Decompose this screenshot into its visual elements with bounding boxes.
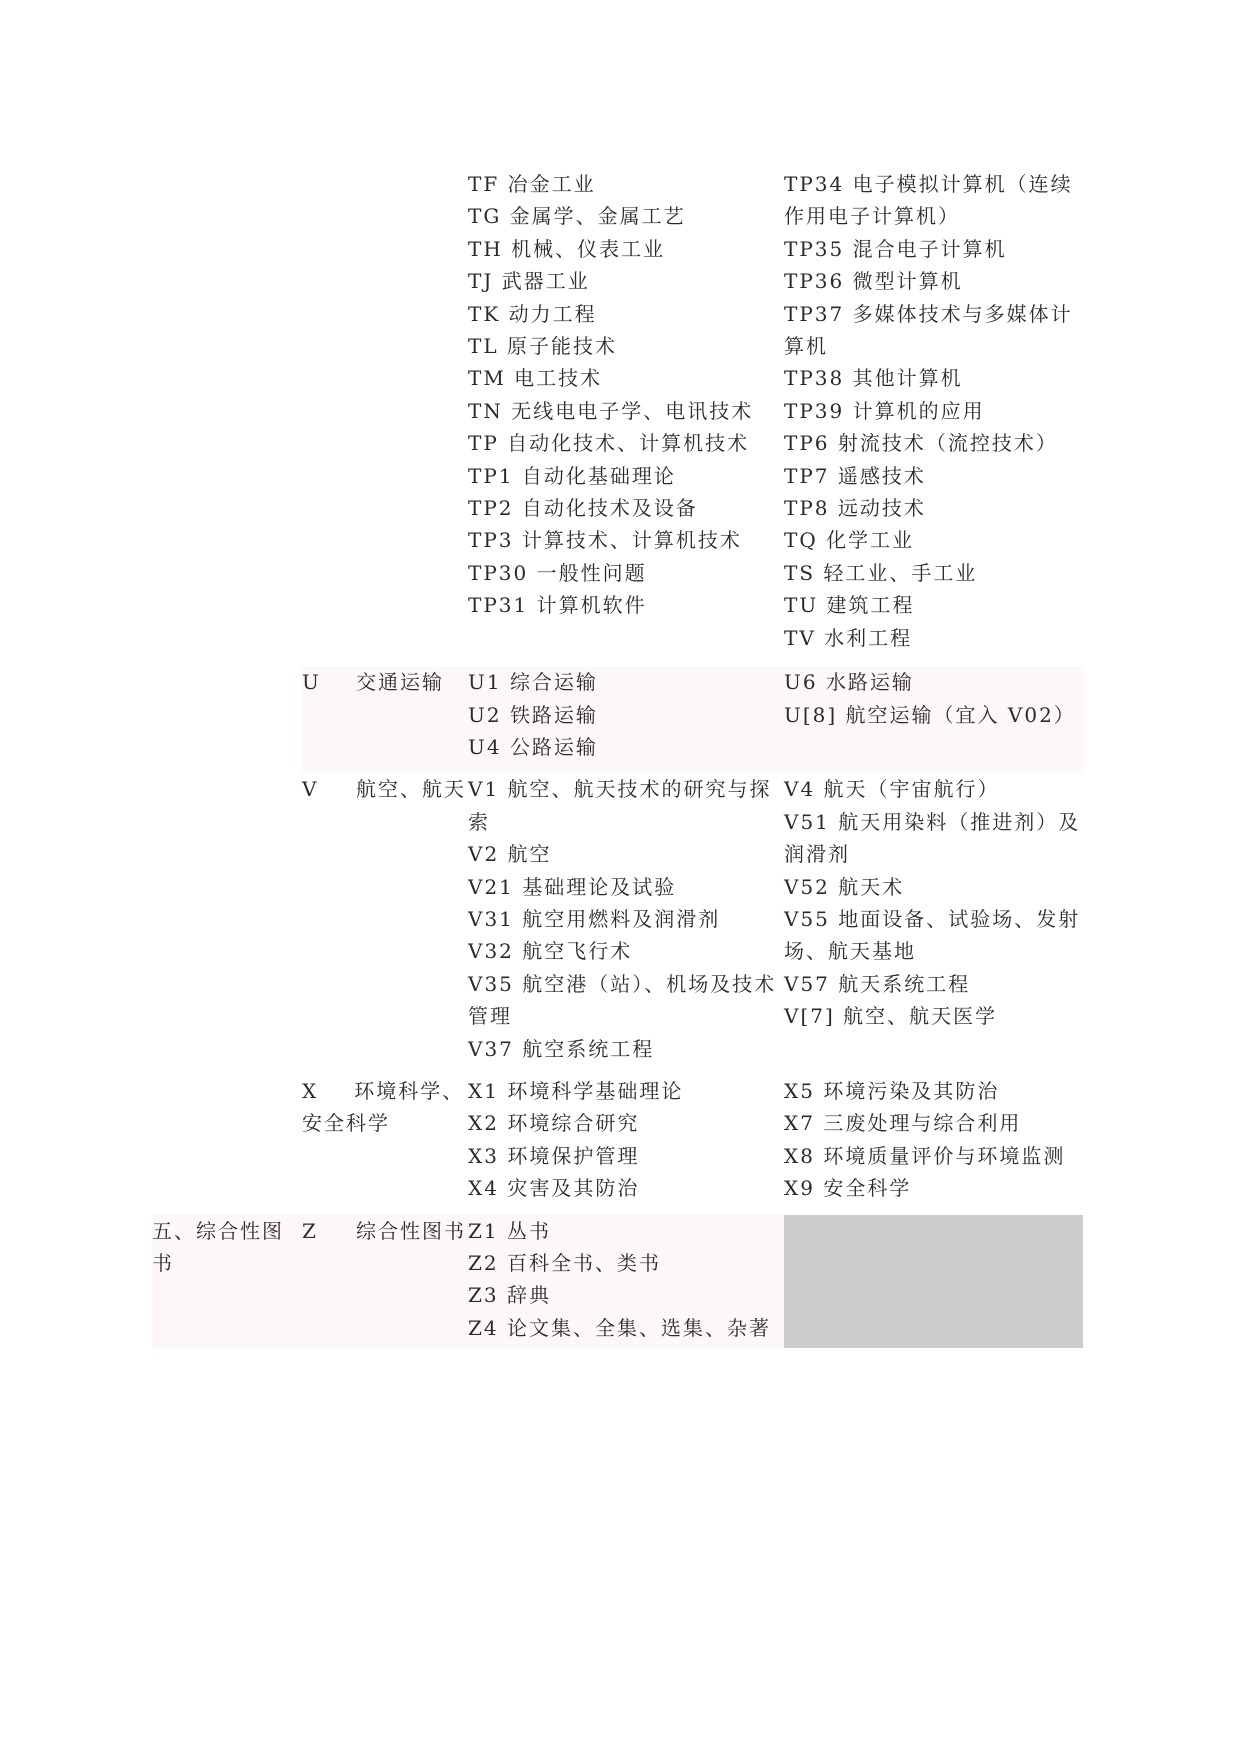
subclass-entry: TK 动力工程 [468, 301, 597, 326]
subclass-entry: TS 轻工业、手工业 [784, 560, 978, 585]
major-category-cell [152, 773, 302, 1075]
table-row [152, 666, 1083, 773]
subclass-entry: TP35 混合电子计算机 [784, 236, 1007, 261]
subclass-entry: V32 航空飞行术 [468, 939, 633, 964]
table-row [152, 773, 1083, 1075]
subclass-left-cell [468, 1075, 784, 1215]
subclass-entry: V55 地面设备、试验场、发射场、航天基地 [784, 906, 1081, 964]
major-category-cell [152, 168, 302, 666]
subclass-entry: TU 建筑工程 [784, 593, 915, 618]
class-code-name-cell [302, 1075, 468, 1215]
subclass-entry: TP3 计算技术、计算机技术 [468, 528, 742, 553]
class-name-cell: 航空、航天 [356, 777, 466, 802]
class-name-cell [356, 168, 468, 666]
subclass-entry: V31 航空用燃料及润滑剂 [468, 906, 721, 931]
class-code-cell [302, 168, 356, 666]
subclass-entry: X3 环境保护管理 [468, 1143, 640, 1168]
subclass-entry: TG 金属学、金属工艺 [468, 204, 686, 229]
subclass-left-cell [468, 666, 784, 773]
subclass-entry: TP 自动化技术、计算机技术 [468, 431, 750, 456]
subclass-entry: TP1 自动化基础理论 [468, 463, 676, 488]
subclass-entry: Z2 百科全书、类书 [468, 1251, 661, 1275]
class-code-cell: V [302, 777, 319, 802]
subclass-entry: TP34 电子模拟计算机（连续作用电子计算机） [784, 172, 1073, 229]
subclass-entry: V51 航天用染料（推进剂）及润滑剂 [784, 809, 1081, 867]
subclass-entry: U6 水路运输 [784, 670, 914, 695]
subclass-entry: Z4 论文集、全集、选集、杂著 [468, 1315, 771, 1340]
table-row [152, 168, 1083, 666]
subclass-entry: Z3 辞典 [468, 1283, 551, 1308]
subclass-right-cell [784, 773, 1083, 1075]
class-name-cell: 交通运输 [356, 666, 468, 773]
class-code-label: X [302, 1078, 319, 1103]
subclass-entry: U1 综合运输 [468, 670, 598, 695]
subclass-entry: V52 航天术 [784, 874, 905, 899]
major-category-cell [152, 1075, 302, 1215]
subclass-entry: X5 环境污染及其防治 [784, 1078, 1000, 1103]
subclass-entry: X4 灾害及其防治 [468, 1176, 640, 1201]
subclass-entry: TL 原子能技术 [468, 334, 617, 359]
subclass-left-cell [468, 168, 784, 666]
major-category-cell: 五、综合性图书 [152, 1215, 302, 1349]
subclass-entry: V35 航空港（站）、机场及技术管理 [468, 971, 777, 1029]
subclass-entry: TP6 射流技术（流控技术） [784, 431, 1058, 456]
class-name-label: 环境科学、安全科学 [302, 1078, 465, 1136]
table-row [152, 1075, 1083, 1215]
major-category-cell [152, 666, 302, 773]
subclass-entry: X2 环境综合研究 [468, 1111, 640, 1136]
subclass-entry: V1 航空、航天技术的研究与探索 [468, 777, 772, 834]
subclass-entry: TF 冶金工业 [468, 172, 596, 196]
table-row [152, 1215, 1083, 1349]
subclass-entry: U[8] 航空运输（宜入 V02） [784, 702, 1076, 727]
subclass-right-cell [784, 666, 1083, 773]
subclass-entry: Z1 丛书 [468, 1218, 551, 1243]
subclass-entry: V4 航天（宇宙航行） [784, 777, 1000, 802]
subclass-entry: V[7] 航空、航天医学 [784, 1004, 998, 1029]
subclass-entry: V2 航空 [468, 842, 552, 867]
subclass-entry: V57 航天系统工程 [784, 971, 971, 996]
classification-table [152, 168, 1083, 1348]
subclass-entry: U2 铁路运输 [468, 702, 598, 727]
subclass-entry: TP31 计算机软件 [468, 593, 647, 618]
subclass-entry: TP7 遥感技术 [784, 463, 926, 488]
subclass-entry: TP38 其他计算机 [784, 366, 963, 391]
subclass-entry: V21 基础理论及试验 [468, 874, 677, 899]
subclass-entry: TP2 自动化技术及设备 [468, 496, 698, 521]
class-code-cell: U [302, 666, 356, 773]
subclass-entry: U4 公路运输 [468, 734, 598, 759]
subclass-entry: X1 环境科学基础理论 [468, 1078, 684, 1103]
subclass-entry: X8 环境质量评价与环境监测 [784, 1143, 1066, 1168]
subclass-entry: TP8 远动技术 [784, 496, 926, 521]
subclass-entry: X9 安全科学 [784, 1176, 912, 1201]
subclass-right-cell [784, 1075, 1083, 1215]
subclass-left-cell [468, 1215, 784, 1349]
subclass-entry: V37 航空系统工程 [468, 1036, 655, 1061]
subclass-entry: TP37 多媒体技术与多媒体计算机 [784, 301, 1073, 359]
subclass-entry: TJ 武器工业 [468, 269, 590, 294]
subclass-entry: TP30 一般性问题 [468, 560, 647, 585]
subclass-entry: TQ 化学工业 [784, 528, 915, 553]
subclass-entry: TP39 计算机的应用 [784, 398, 985, 423]
class-code-cell: Z [302, 1215, 356, 1349]
subclass-entry: TP36 微型计算机 [784, 269, 963, 294]
subclass-entry: TN 无线电电子学、电讯技术 [468, 398, 754, 423]
subclass-entry: TM 电工技术 [468, 366, 603, 391]
subclass-entry: TH 机械、仪表工业 [468, 236, 666, 261]
subclass-entry: TV 水利工程 [784, 625, 913, 650]
empty-shaded-cell [784, 1215, 1083, 1349]
subclass-left-cell [468, 773, 784, 1075]
subclass-right-cell [784, 168, 1083, 666]
subclass-entry: X7 三废处理与综合利用 [784, 1111, 1022, 1136]
class-name-cell: 综合性图书 [356, 1215, 468, 1349]
